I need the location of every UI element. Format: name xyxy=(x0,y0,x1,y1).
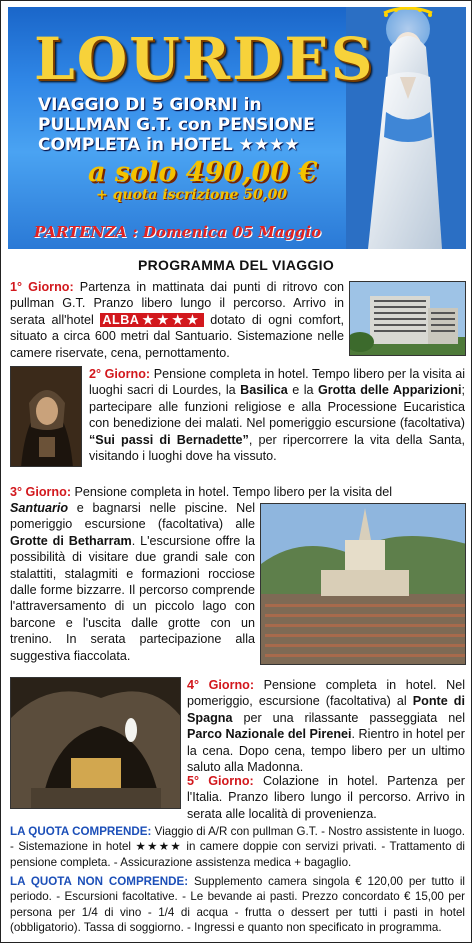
bernadette-portrait xyxy=(10,366,82,467)
sanctuary-photo xyxy=(260,503,466,665)
santuario-highlight: Santuario xyxy=(10,501,69,515)
day-5-paragraph xyxy=(187,773,465,822)
day-2-text-d: , per ripercorrere la vita della Santa, visitando i luoghi dove ha vissuto. xyxy=(89,432,465,464)
excludes-text: Supplemento camera singola € 120,00 per tutto il periodo. - Escursioni facoltative. - Le bevande ai pasti. Prezzo concordato € 15,00 per persona per 1/4 di vino - 1/4 di acqua - frutta o dessert per tutti i pasti in hotel (obbligatorio). Tassa di soggiorno. - Ingressi e quanto non specificato in programma. xyxy=(10,875,465,934)
grotto-photo xyxy=(10,677,181,809)
day-2-text-c: ; partecipare alle funzioni religiose e alla Processione Eucaristica con benedizione dei malati. Nel pomeriggio escursione (facoltativa) xyxy=(89,383,465,431)
banner-line-2: PULLMAN G.T. con PENSIONE xyxy=(38,115,315,135)
day-1-text-a: Partenza in mattinata dai punti di ritrovo con pullman G.T. Pranzo libero lungo il percorso. Arrivo in serata all'hotel xyxy=(10,280,344,327)
day-1-text-b: dotato di ogni comfort, situato a circa 600 metri dal Santuario. Sistemazione nelle camere riservate, cena, pernottamento. xyxy=(10,312,345,360)
day-1-label: 1° Giorno: xyxy=(10,280,74,294)
day-5-label: 5° Giorno: xyxy=(187,774,254,788)
header-banner xyxy=(8,7,466,249)
banner-line-1: VIAGGIO DI 5 GIORNI in xyxy=(38,95,262,115)
day-4-paragraph xyxy=(187,677,465,775)
day-3-text-a: Pensione completa in hotel. Tempo libero per la visita del xyxy=(74,485,393,499)
day-4-text-c: . Rientro in hotel per la cena. Dopo cena, tempo libero per un ultimo saluto alla Madonna. xyxy=(187,727,465,775)
excludes-label: LA QUOTA NON COMPRENDE: xyxy=(10,875,189,888)
includes-label: LA QUOTA COMPRENDE: xyxy=(10,825,152,838)
parco-pirenei-highlight: Parco Nazionale del Pirenei xyxy=(187,727,352,742)
hotel-alba-badge: ALBA★★★★ xyxy=(102,312,202,327)
day-3-label: 3° Giorno: xyxy=(10,485,72,499)
sui-passi-highlight: “Sui passi di Bernadette” xyxy=(89,432,249,447)
program-title: PROGRAMMA DEL VIAGGIO xyxy=(137,257,335,273)
day-1-paragraph xyxy=(10,279,344,361)
day-2-text-a: Pensione completa in hotel. Tempo libero per la visita ai luoghi sacri di Lourdes, la xyxy=(89,367,466,398)
hotel-photo xyxy=(349,281,466,356)
banner-departure: PARTENZA : Domenica 05 Maggio xyxy=(34,223,322,241)
banner-registration-fee: + quota iscrizione 50,00 xyxy=(96,187,288,203)
includes-section xyxy=(10,824,465,870)
day-2-label: 2° Giorno: xyxy=(89,367,151,381)
ponte-spagna-highlight: Ponte di Spagna xyxy=(187,694,465,725)
grotta-highlight: Grotta delle Apparizioni xyxy=(317,383,462,398)
day-3-text-c: . L'escursione offre la possibilità di visitare due grandi sale con stalattiti, stalagmiti e formazioni rocciose dalle forme bizzarre. Il percorso comprende l'attraversamento di un piccolo lago con barcone e l'uscita dalle grotte con un trenino. In serata partecipazione alla suggestiva fiaccolata. xyxy=(10,533,255,663)
banner-price: a solo 490,00 € xyxy=(88,157,318,188)
banner-line-3: COMPLETA in HOTEL ★★★★ xyxy=(38,135,300,155)
day-2-text-b: e la xyxy=(292,383,314,398)
day-4-label: 4° Giorno: xyxy=(187,678,255,692)
banner-title: LOURDES xyxy=(34,25,375,93)
day-3-paragraph xyxy=(10,500,255,664)
includes-text: Viaggio di A/R con pullman G.T. - Nostro assistente in luogo. - Sistemazione in hotel ★★★★ in camere doppie con servizi privati. - Trattamento di pensione completa. - Assicurazione assistenza medica + bagaglio. xyxy=(10,825,465,869)
day-5-text: Colazione in hotel. Partenza per l'Italia. Pranzo libero lungo il percorso. Arrivo in serata alle località di provenienza. xyxy=(187,774,465,821)
day-4-text-b: per una rilassante passeggiata nel xyxy=(243,710,465,725)
excludes-section xyxy=(10,874,465,935)
day-2-paragraph xyxy=(89,366,465,464)
day-4-text-a: Pensione completa in hotel. Nel pomeriggio, escursione (facoltativa) al xyxy=(187,678,465,709)
day-3-text-b: e bagnarsi nelle piscine. Nel pomeriggio escursione (facoltativa) alle xyxy=(10,501,256,532)
grotte-betharram-highlight: Grotte di Betharram xyxy=(10,533,132,548)
basilica-highlight: Basilica xyxy=(240,383,288,398)
